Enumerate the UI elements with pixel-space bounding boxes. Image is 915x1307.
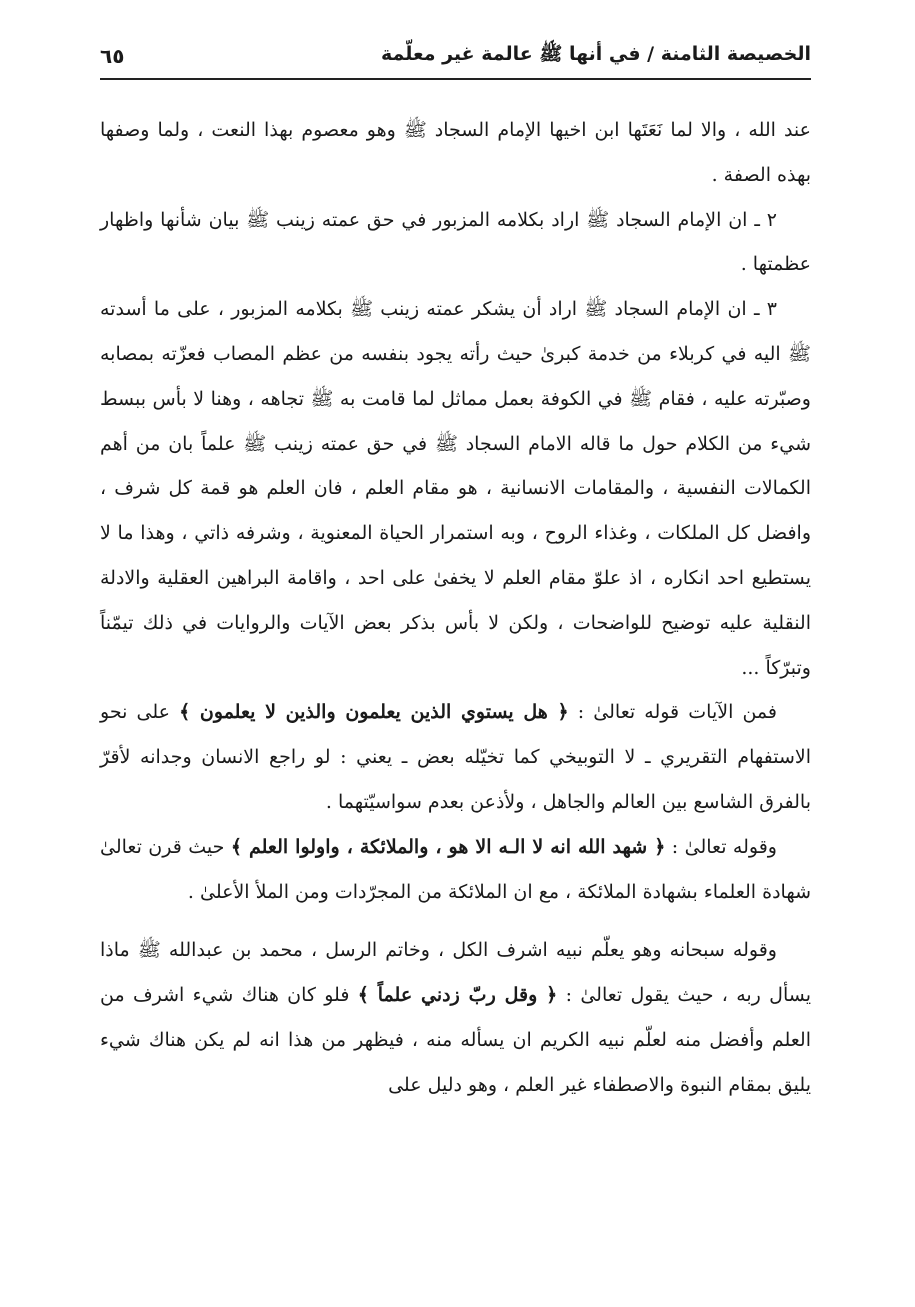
paragraph-tail: على نحو الاستفهام التقريري ـ لا التوبيخي كما تخيّله بعض ـ يعني : لو راجع الانسان وجدانه لأقرّ بالفرق الشاسع بين العالم والجاهل ، ولأذعن بعدم سواسيّتهما . (100, 701, 811, 813)
paragraph-lead: وقوله سبحانه وهو يعلّم نبيه اشرف الكل ، وخاتم الرسل ، محمد بن عبدالله ﷺ ماذا يسأل ربه ، حيث يقول تعالىٰ : (100, 939, 811, 1007)
quran-quote: ﴿ شهد الله انه لا الـه الا هو ، والملائكة ، واولوا العلم ﴾ (230, 835, 666, 858)
paragraph-verse-3 (100, 928, 811, 1107)
paragraph-verse-2 (100, 825, 811, 915)
paragraph-tail: فلو كان هناك شيء اشرف من العلم وأفضل منه لعلّم نبيه الكريم ان يسأله منه ، فيظهر من هذا انه لم يكن هناك شيء يليق بمقام النبوة والاصطفاء غير العلم ، وهو دليل على (100, 984, 811, 1096)
header-rule (100, 78, 811, 80)
paragraph-point-2: ٢ ـ ان الإمام السجاد ﷺ اراد بكلامه المزبور في حق عمته زينب ﷺ بيان شأنها واظهار عظمتها . (100, 208, 811, 276)
paragraph-lead: وقوله تعالىٰ : (665, 835, 777, 858)
page-header (100, 38, 811, 74)
paragraph-tail: حيث قرن تعالىٰ شهادة العلماء بشهادة الملائكة ، مع ان الملائكة من المجرّدات ومن الملأ الأعلىٰ . (100, 835, 811, 903)
quran-quote: ﴿ وقل ربّ زدني علماً ﴾ (357, 984, 558, 1007)
page-number: ٦٥ (100, 44, 125, 68)
paragraph-verse-1 (100, 690, 811, 824)
paragraph-lead: فمن الآيات قوله تعالىٰ : (568, 701, 778, 724)
body-text (100, 108, 811, 1108)
paragraph-point-3: ٣ ـ ان الإمام السجاد ﷺ اراد أن يشكر عمته زينب ﷺ بكلامه المزبور ، على ما أسدته ﷺ اليه في كربلاء من خدمة كبرىٰ حيث رأته يجود بنفسه من عظم المصاب فعزّته بمصابه وصبّرته عليه ، فقام ﷺ في الكوفة بعمل مماثل لما قامت به ﷺ تجاهه ، وهنا لا بأس ببسط شيء من الكلام حول ما قاله الامام السجاد ﷺ في حق عمته زينب ﷺ علماً بان من أهم الكمالات النفسية ، والمقامات الانسانية ، هو مقام العلم ، فان العلم هو قمة كل شرف ، وافضل كل الملكات ، وغذاء الروح ، وبه استمرار الحياة المعنوية ، وشرفه ذاتي ، وهذا ما لا يستطيع احد انكاره ، اذ علوّ مقام العلم لا يخفىٰ على احد ، واقامة البراهين العقلية والادلة النقلية عليه توضيح للواضحات ، ولكن لا بأس بذكر بعض الآيات والروايات في ذلك تيمّناً وتبرّكاً ... (100, 298, 811, 679)
quran-quote: ﴿ هل يستوي الذين يعلمون والذين لا يعلمون ﴾ (179, 701, 569, 724)
paragraph-continuation: عند الله ، والا لما نَعَتَها ابن اخيها الإمام السجاد ﷺ وهو معصوم بهذا النعت ، ولما وصفها بهذه الصفة . (100, 119, 811, 186)
running-title: الخصيصة الثامنة / في أنها ﷺ عالمة غير معلّمة (380, 43, 811, 65)
